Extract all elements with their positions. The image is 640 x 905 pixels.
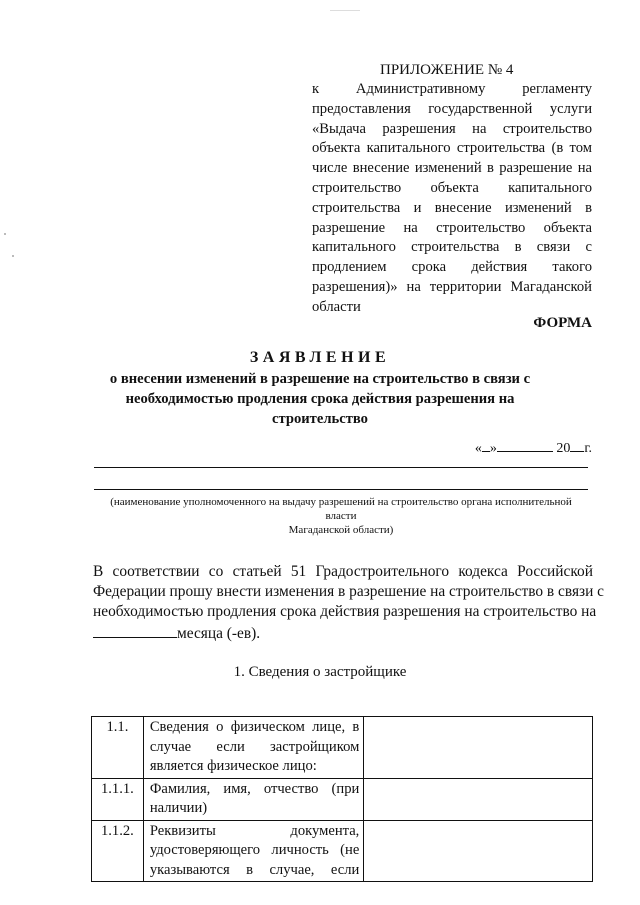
table-row xyxy=(92,778,593,820)
appendix-title: ПРИЛОЖЕНИЕ № 4 xyxy=(380,62,514,78)
scan-speck xyxy=(4,233,6,235)
section-heading: 1. Сведения о застройщике xyxy=(233,664,407,680)
row-value[interactable] xyxy=(364,778,593,820)
appendix-line: продлением срока действия такого xyxy=(312,259,592,276)
document-subtitle xyxy=(95,369,545,429)
row-label xyxy=(143,820,364,882)
appendix-line: к Административному регламенту xyxy=(312,81,592,97)
organization-blank-line[interactable] xyxy=(94,489,588,490)
row-value[interactable] xyxy=(364,820,593,882)
statement-line: Федерации прошу внести изменения в разрешение на строительство в связи с xyxy=(93,583,605,600)
date-year-prefix: 20 xyxy=(556,441,571,456)
label-line: Реквизиты документа, xyxy=(149,822,360,839)
label-line: является физическое лицо: xyxy=(149,758,317,774)
row-number: 1.1. xyxy=(92,717,144,779)
appendix-line: области xyxy=(312,298,361,315)
statement-last-line: месяца (-ев). xyxy=(177,625,261,642)
months-blank[interactable] xyxy=(93,622,177,638)
row-label xyxy=(143,778,364,820)
appendix-line: предоставления государственной услуги xyxy=(312,100,592,117)
date-field xyxy=(475,437,592,457)
date-year-suffix: г. xyxy=(584,441,592,456)
row-value[interactable] xyxy=(364,717,593,779)
table-row xyxy=(92,717,593,779)
statement-line: В соответствии со статьей 51 Градостроительного кодекса Российской xyxy=(93,563,593,580)
appendix-line: объекта капитального строительства (в том xyxy=(312,140,592,157)
caption-line: Магаданской области) xyxy=(288,524,394,536)
scan-speck xyxy=(330,10,360,11)
date-month-blank[interactable] xyxy=(497,437,553,452)
appendix-reference xyxy=(312,80,592,318)
date-close-quote: » xyxy=(489,441,497,456)
label-line: удостоверяющего личность (не xyxy=(149,842,360,858)
date-year-blank[interactable] xyxy=(570,437,584,452)
label-line: указываются в случае, если xyxy=(149,861,360,878)
subtitle-line: строительство xyxy=(272,411,368,427)
appendix-line: разрешения)» на территории Магаданской xyxy=(312,278,592,295)
scan-speck xyxy=(12,255,14,257)
document-title: ЗАЯВЛЕНИЕ xyxy=(249,349,391,366)
date-open-quote: « xyxy=(474,441,482,456)
appendix-line: разрешение на строительство объекта xyxy=(312,219,592,236)
caption-line: (наименование уполномоченного на выдачу разрешений на строительство органа исполнительной власти xyxy=(110,496,572,522)
subtitle-line: о внесении изменений в разрешение на строительство в связи с xyxy=(109,371,531,387)
statement-line: необходимостью продления срока действия разрешения на строительство на xyxy=(93,603,597,620)
appendix-line: числе внесение изменений в разрешение на xyxy=(312,160,592,177)
label-line: Сведения о физическом лице, в xyxy=(149,719,360,735)
row-number: 1.1.2. xyxy=(92,820,144,882)
developer-info-table xyxy=(91,716,593,882)
statement-line xyxy=(93,622,593,644)
appendix-line: строительства и внесение изменений в xyxy=(312,199,592,216)
appendix-line: капитального строительства в связи с xyxy=(312,239,592,256)
organization-blank-line[interactable] xyxy=(94,467,588,468)
label-line: Фамилия, имя, отчество (при xyxy=(149,780,360,797)
statement-paragraph xyxy=(93,562,605,644)
appendix-line: строительство объекта капитального xyxy=(312,179,592,196)
form-label: ФОРМА xyxy=(533,315,592,331)
table-row xyxy=(92,820,593,882)
label-line: наличии) xyxy=(149,800,208,816)
row-label xyxy=(143,717,364,779)
row-number: 1.1.1. xyxy=(92,778,144,820)
appendix-line: «Выдача разрешения на строительство xyxy=(312,120,592,137)
date-day-blank[interactable] xyxy=(482,437,490,452)
label-line: случае если застройщиком xyxy=(149,738,360,755)
organization-caption xyxy=(94,495,588,537)
subtitle-line: необходимостью продления срока действия разрешения на xyxy=(125,391,515,407)
